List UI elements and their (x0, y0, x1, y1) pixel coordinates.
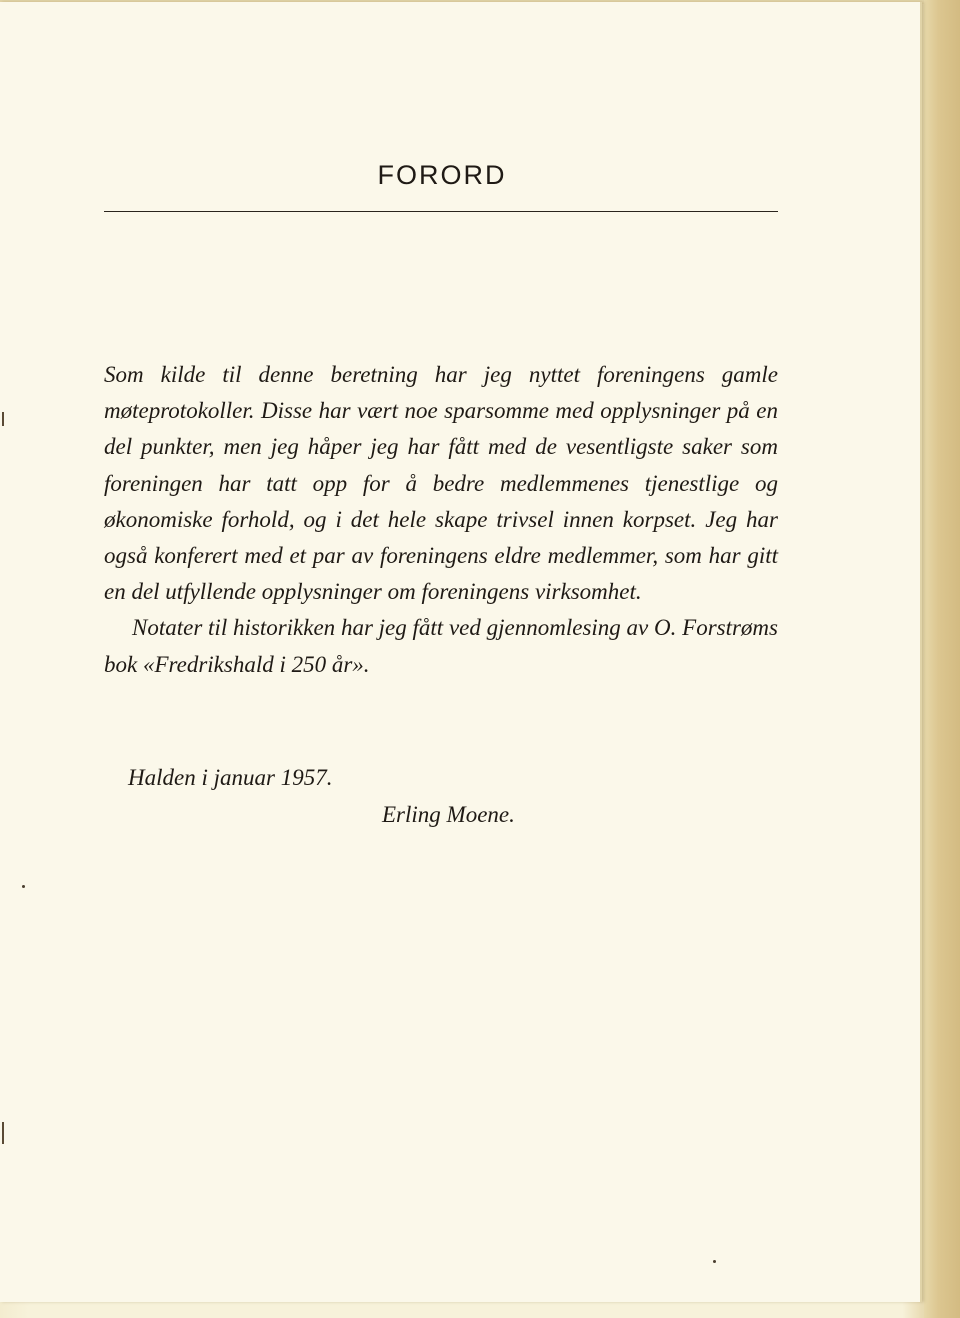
document-page (0, 2, 922, 1302)
author-signature: Erling Moene. (382, 802, 515, 827)
preface-paragraph-1: Som kilde til denne beretning har jeg nyttet foreningens gamle møteprotokoller. Disse har vært noe sparsomme med opplysninger på en del punkter, men jeg håper jeg har fått med de vesentligste saker som foreningen har tatt opp for å bedre medlemmenes tjenestlige og økonomiske forhold, og i det hele skape trivsel innen korpset. Jeg har også konferert med et par av foreningens eldre medlemmer, som har gitt en del utfyllende opplysninger om foreningens virksomhet. (104, 362, 778, 605)
paper-speck (22, 885, 25, 888)
cover-edge (924, 0, 960, 1318)
preface-body (104, 357, 778, 683)
title-rule (104, 211, 778, 212)
margin-mark (2, 1122, 4, 1144)
preface-paragraph-2: Notater til historikken har jeg fått ved gjennomlesing av O. Forstrøms bok «Fredrikshald i 250 år». (104, 615, 778, 677)
place-and-date: Halden i januar 1957. (128, 765, 333, 790)
paper-speck (713, 1260, 716, 1263)
margin-mark (2, 412, 4, 426)
page-title: FORORD (377, 160, 507, 190)
